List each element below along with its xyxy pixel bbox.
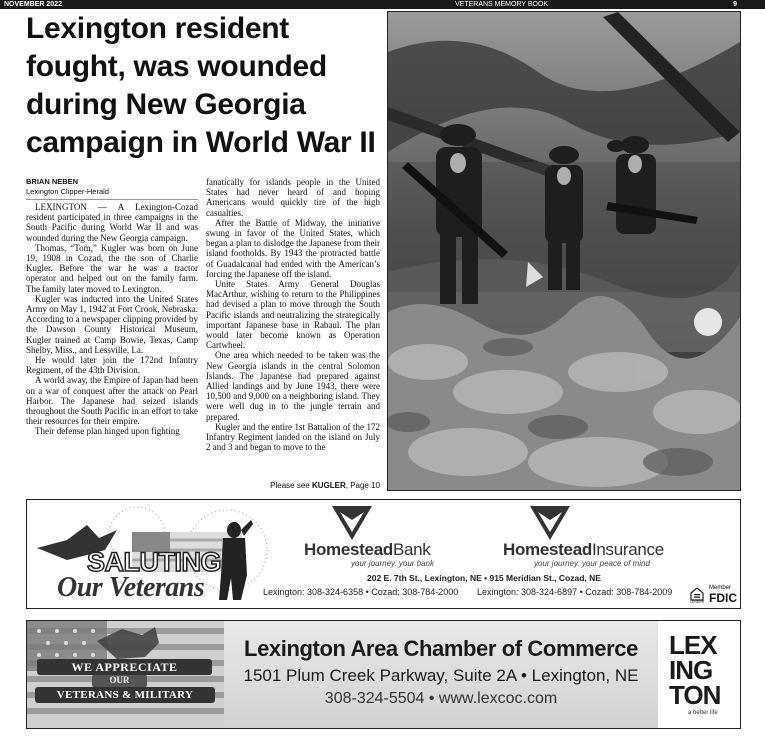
paragraph: LEXINGTON — A Lexington-Cozad resident participated in three campaigns in the South Pacific during World War II and was wounded during the New Georgia campaign. xyxy=(26,202,198,243)
article-column-2 xyxy=(206,177,380,452)
paragraph: Kugler was inducted into the United States Army on May 1, 1942 at Fort Crook, Nebraska. According to a newspaper clipping provided by the Dawson County Historical Museum, Kugler trained at Camp Bowie, Texas, Camp Shelby, Miss., and Lessville, La. xyxy=(26,293,198,355)
paragraph: After the Battle of Midway, the initiative swung in favor of the United States, which began a plan to dislodge the Japanese from their island footholds. By 1943 the protracted battle of Guadalcanal had ended with the American’s forcing the Japanese off the island. xyxy=(206,217,380,279)
paragraph: fanatically for islands people in the United States had never heard of and hoping Americans would quickly tire of the high casualties. xyxy=(206,177,380,218)
insurance-phone-numbers: Lexington: 308-324-6897 • Cozad: 308-784-2009 xyxy=(477,587,673,597)
logo-line-3: TON xyxy=(669,680,721,710)
homestead-address: 202 E. 7th St., Lexington, NE • 915 Meridian St., Cozad, NE xyxy=(367,573,601,583)
page-header-bar xyxy=(0,0,765,9)
soldiers-jungle-photo xyxy=(387,11,741,491)
continued-keyword: KUGLER xyxy=(311,481,346,490)
paragraph: Their defense plan hinged upon fighting xyxy=(35,426,180,437)
fdic-text: FDIC xyxy=(709,591,737,605)
equal-housing-text: LENDER xyxy=(690,600,705,604)
paragraph: A world away, the Empire of Japan had been on a war of conquest after the attack on Pearl Harbor. The Japanese had seized islands throughout the South Pacific in an effort to take their resources for their empire. xyxy=(26,375,198,427)
section-name: VETERANS MEMORY BOOK xyxy=(455,1,549,8)
page-number: 9 xyxy=(733,1,737,8)
paragraph: One area which needed to be taken was the New Georgia islands in the central Solomon Islands. The Japanese had prepared against Allied landings and by June 1943, there were 10,500 and 9,000 on a neighboring island. They were well dug in to the jungle terrain and prepared. xyxy=(206,350,380,422)
homestead-bank-logo-icon xyxy=(330,504,374,542)
homestead-insurance-tagline: your journey. your peace of mind xyxy=(534,559,650,568)
chamber-info-panel xyxy=(224,621,658,728)
logo-line-2: ING xyxy=(669,655,713,685)
paragraph: Kugler and the entire 1st Battalion of the 172 Infantry Regiment landed on the island on July 2 and 3 and began to move to the xyxy=(206,421,380,453)
member-text: Member xyxy=(709,585,732,591)
saluting-text: SALUTING xyxy=(87,547,221,577)
homestead-bank-tagline: your journey. your bank xyxy=(351,559,435,568)
logo-tagline: a better life xyxy=(688,710,718,716)
chamber-address: 1501 Plum Creek Parkway, Suite 2A • Lexington, NE xyxy=(243,666,639,685)
we-appreciate-text: WE APPRECIATE xyxy=(71,660,178,674)
homestead-ad xyxy=(26,499,741,609)
our-veterans-text: Our Veterans xyxy=(57,572,205,603)
our-text: OUR xyxy=(109,675,130,685)
byline xyxy=(26,177,198,200)
byline-author: BRIAN NEBEN xyxy=(26,177,79,186)
chamber-of-commerce-ad xyxy=(26,620,741,729)
bank-phone-numbers: Lexington: 308-324-6358 • Cozad: 308-784-2000 xyxy=(263,587,459,597)
logo-line-1: LEX xyxy=(669,630,717,660)
chamber-phone-website: 308-324-5504 • www.lexcoc.com xyxy=(324,690,558,707)
lexington-logo xyxy=(658,621,740,728)
equal-housing-icon xyxy=(690,587,704,601)
byline-publication: Lexington Clipper-Herald xyxy=(26,187,198,200)
homestead-bank-name: HomesteadBank xyxy=(304,540,431,559)
article-headline: Lexington resident fought, was wounded during New Georgia campaign in World War II xyxy=(26,12,376,159)
paragraph: Unite States Army General Douglas MacArthur, wishing to return to the Philippines had devised a plan to move through the South Pacific islands and neutralizing the strategically important Japanese base in Rabaul. The plan would later become known as Operation Cartwheel. xyxy=(206,279,380,351)
paragraph: He would later join the 172nd Infantry Regiment, of the 43th Division. xyxy=(26,355,198,376)
continued-jump-line: Please see KUGLER, Page 10 xyxy=(270,481,380,490)
chamber-title: Lexington Area Chamber of Commerce xyxy=(244,636,638,661)
paragraph: Thomas, “Tom,” Kugler was born on June 19, 1908 in Cozad, the the son of Charlie Kugler. Before the war he was a tractor operator and helped out on the family farm. The family later moved to Lexington. xyxy=(26,242,198,294)
article-column-1 xyxy=(26,202,198,437)
photo-illustration xyxy=(388,12,740,490)
homestead-insurance-name: HomesteadInsurance xyxy=(503,540,664,559)
homestead-insurance-logo-icon xyxy=(528,504,572,542)
issue-date: NOVEMBER 2022 xyxy=(4,1,62,8)
veterans-military-text: VETERANS & MILITARY xyxy=(56,689,194,701)
